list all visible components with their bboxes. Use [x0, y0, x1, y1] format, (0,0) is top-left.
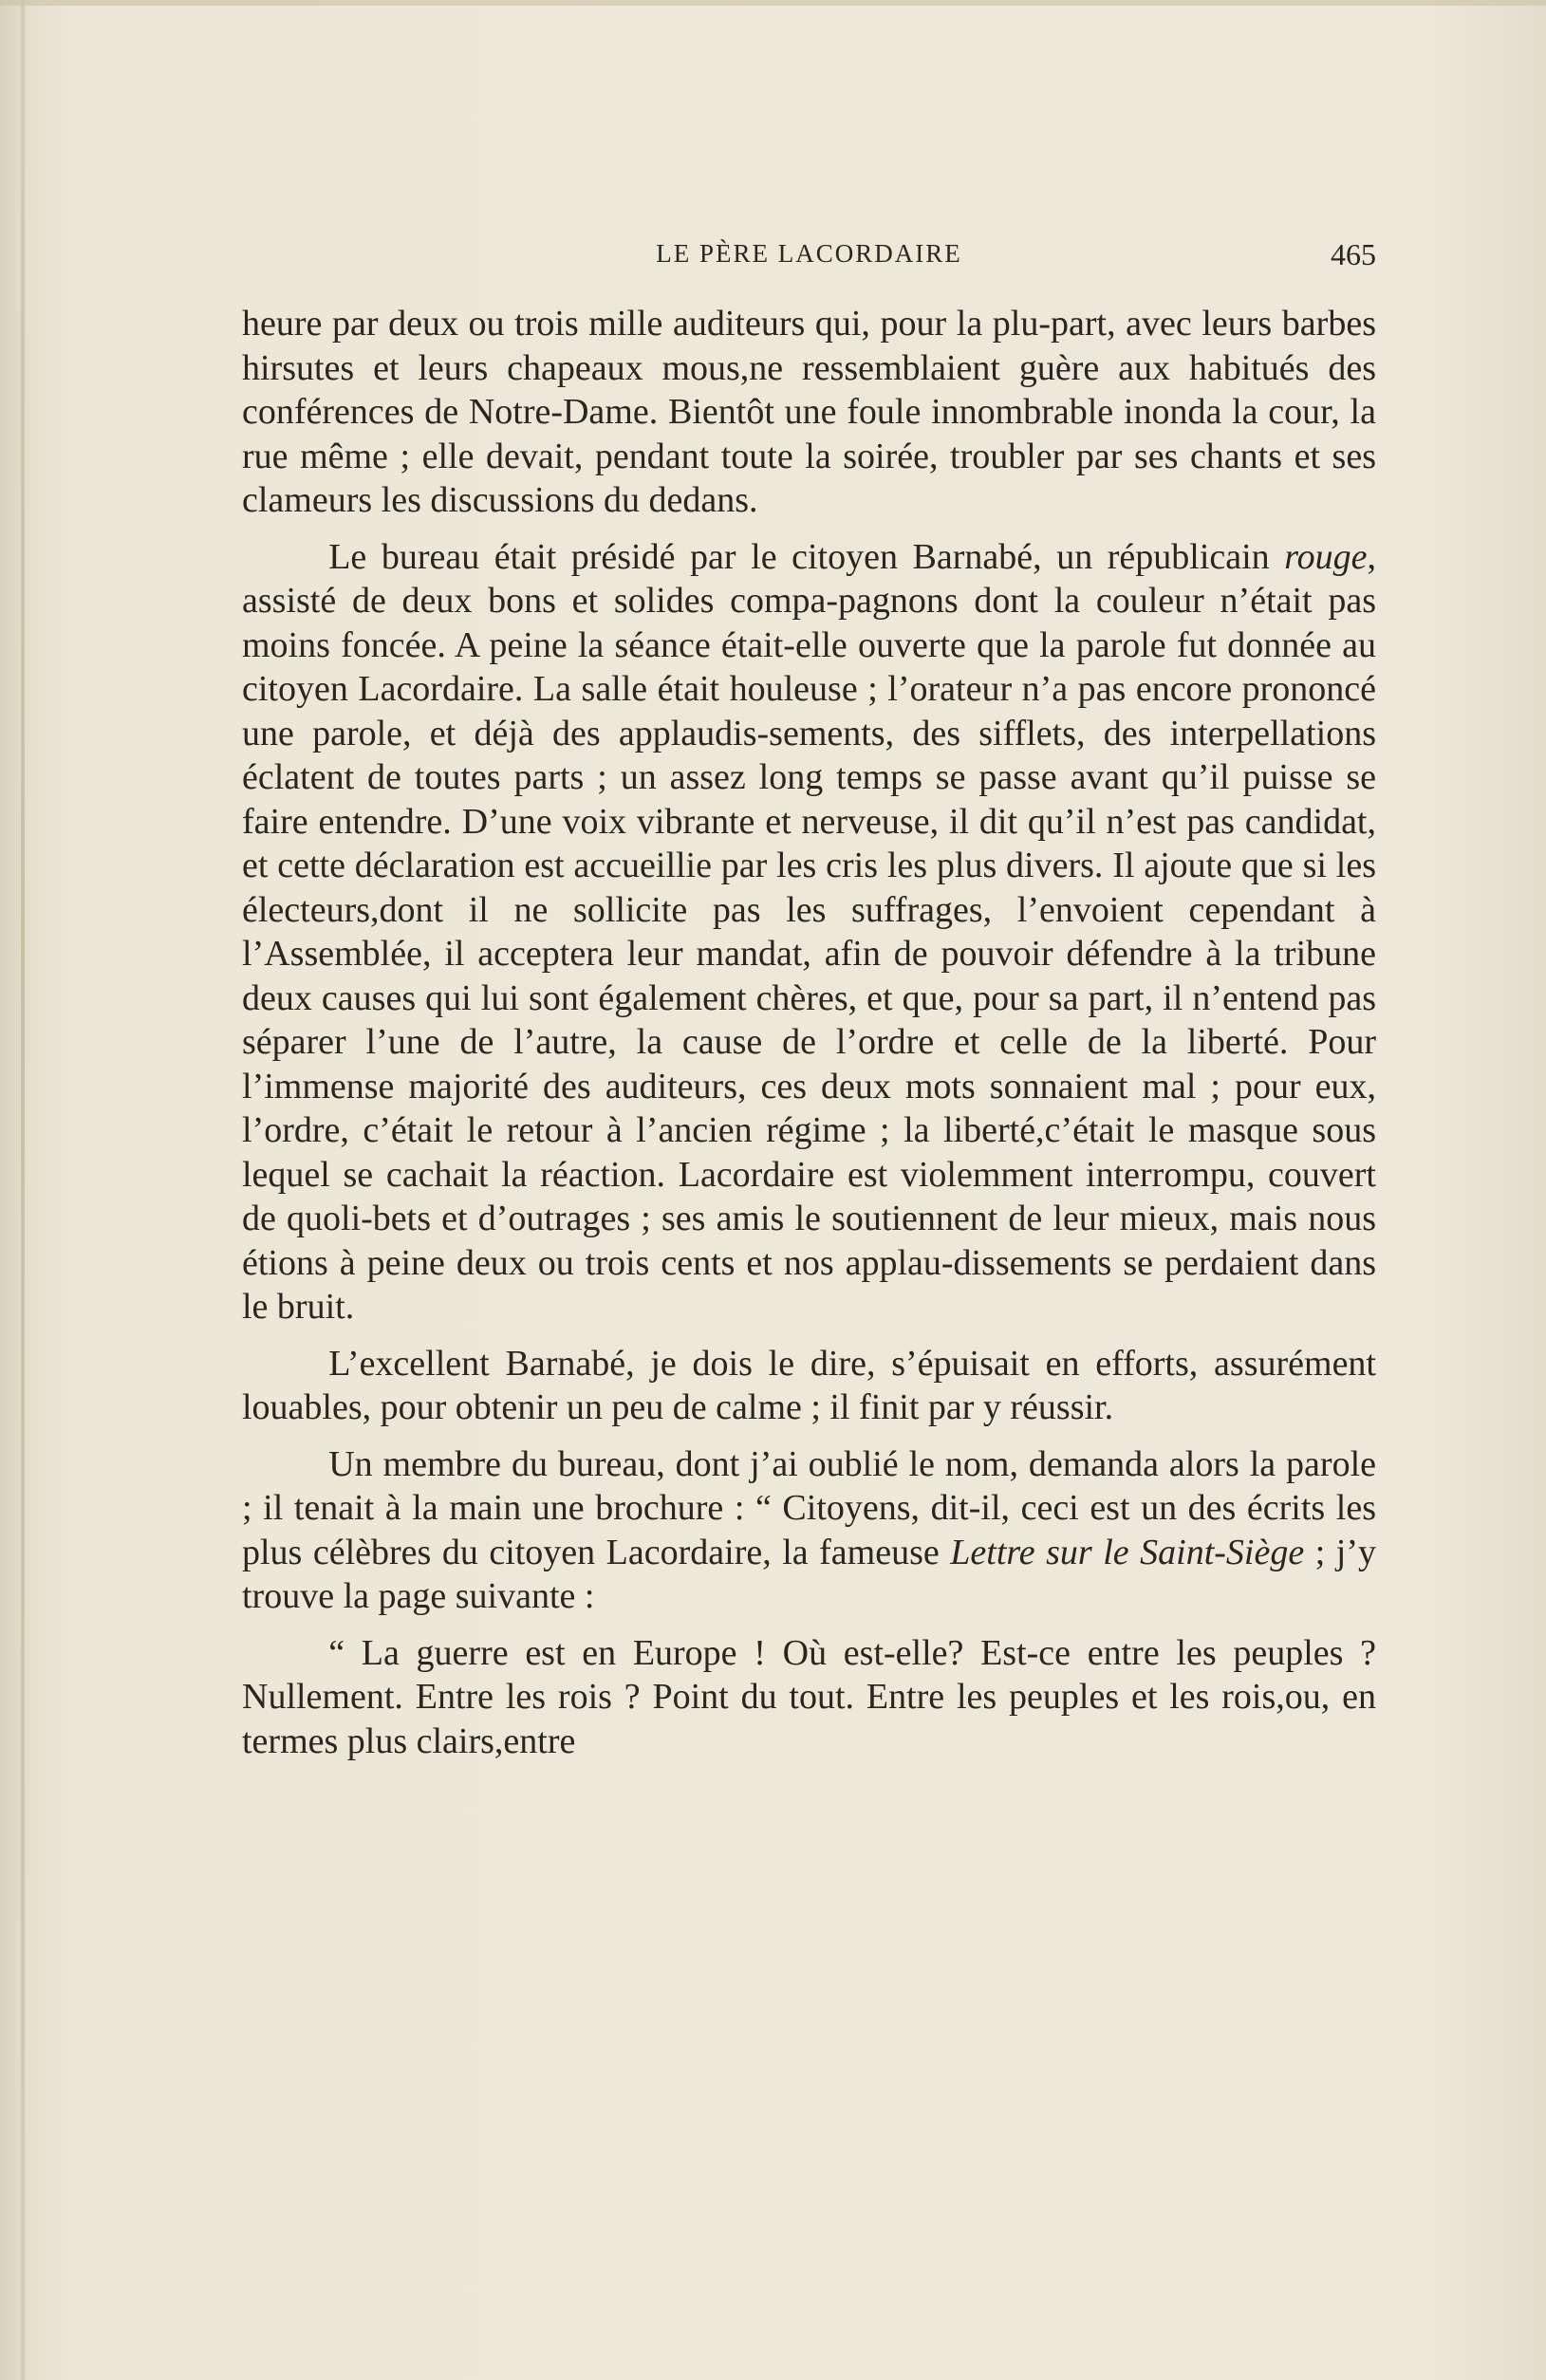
paragraph-4	[242, 1442, 1376, 1619]
paragraph-4-before: Un membre du bureau, dont j’ai oublié le nom, demanda alors la parole ; il tenait à la main une brochure : “ Citoyens, dit-il, ceci est un des écrits les plus célèbres du citoyen Lacordaire, la fameuse	[242, 1443, 1376, 1572]
paragraph-4-after: ; j’y trouve la page suivante :	[242, 1532, 1376, 1616]
paragraph-2-before: Le bureau était présidé par le citoyen Barnabé, un républicain	[328, 536, 1285, 577]
paragraph-4-emphasis: Lettre sur le Saint-Siège	[950, 1532, 1305, 1572]
running-title: LE PÈRE LACORDAIRE	[656, 239, 962, 268]
page-header	[242, 237, 1376, 275]
binding-gutter	[21, 0, 25, 2380]
paragraph-2-after: , assisté de deux bons et solides compa-pagnons dont la couleur n’était pas moins foncée. A peine la séance était-elle ouverte que la parole fut donnée au citoyen Lacordaire. La salle était houleuse ; l’orateur n’a pas encore prononcé une parole, et déjà des applaudis-sements, des sifflets, des interpellations éclatent de toutes parts ; un assez long temps se passe avant qu’il puisse se faire entendre. D’une voix vibrante et nerveuse, il dit qu’il n’est pas candidat, et cette déclaration est accueillie par les cris les plus divers. Il ajoute que si les électeurs,dont il ne sollicite pas les suffrages, l’envoient cependant à l’Assemblée, il acceptera leur mandat, afin de pouvoir défendre à la tribune deux causes qui lui sont également chères, et que, pour sa part, il n’entend pas séparer l’une de l’autre, la cause de l’ordre et celle de la liberté. Pour l’immense majorité des auditeurs, ces deux mots sonnaient mal ; pour eux, l’ordre, c’était le retour à l’ancien régime ; la liberté,c’était le masque sous lequel se cachait la réaction. Lacordaire est violemment interrompu, couvert de quoli-bets et d’outrages ; ses amis le soutiennent de leur mieux, mais nous étions à peine deux ou trois cents et nos applau-dissements se perdaient dans le bruit.	[242, 536, 1376, 1327]
paragraph-5: “ La guerre est en Europe ! Où est-elle? Est-ce entre les peuples ? Nullement. Entre les rois ? Point du tout. Entre les peuples et les rois,ou, en termes plus clairs,entre	[242, 1632, 1376, 1761]
page-top-edge	[0, 0, 1546, 6]
paragraph-2-emphasis: rouge	[1284, 536, 1368, 577]
paragraph-3: L’excellent Barnabé, je dois le dire, s’épuisait en efforts, assurément louables, pour obtenir un peu de calme ; il finit par y réussir.	[242, 1343, 1376, 1427]
page-number: 465	[1331, 237, 1376, 271]
paragraph-1: heure par deux ou trois mille auditeurs qui, pour la plu-part, avec leurs barbes hirsutes et leurs chapeaux mous,ne ressemblaient guère aux habitués des conférences de Notre-Dame. Bientôt une foule innombrable inonda la cour, la rue même ; elle devait, pendant toute la soirée, troubler par ses chants et ses clameurs les discussions du dedans.	[242, 304, 1376, 520]
paragraph-2	[242, 535, 1376, 1329]
body-text	[242, 302, 1376, 1776]
